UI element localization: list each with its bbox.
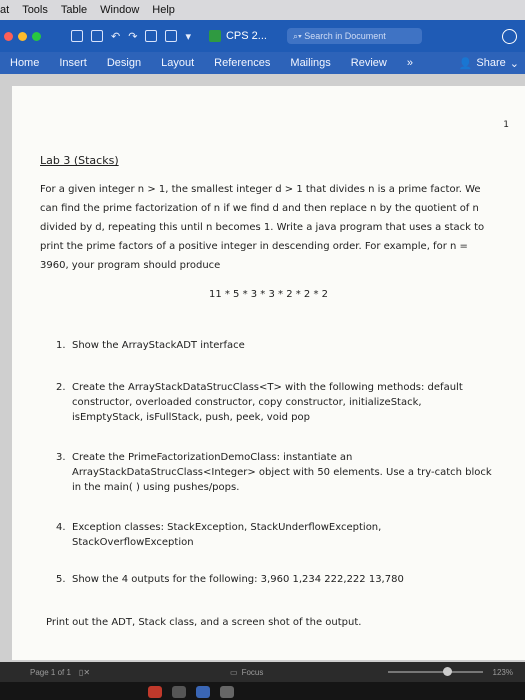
close-window-button[interactable] — [4, 32, 13, 41]
sidebar-icon[interactable] — [71, 30, 83, 42]
zoom-slider[interactable] — [388, 671, 483, 673]
task-text: Show the ArrayStackADT interface — [72, 340, 245, 351]
task-text: Create the ArrayStackDataStrucClass<T> with the following methods: default constructor, overloaded constructor, copy constructor, initializeStack, isEmptyStack, isFullStack, push, peek, void pop — [72, 382, 463, 423]
menu-table[interactable]: Table — [60, 4, 88, 16]
page-number: 1 — [503, 120, 509, 130]
minimize-window-button[interactable] — [18, 32, 27, 41]
lab-title: Lab 3 (Stacks) — [40, 154, 119, 167]
task-number: 2. — [56, 382, 66, 393]
document-title-text: CPS 2... — [225, 30, 267, 42]
edit-icon[interactable] — [165, 30, 177, 42]
focus-button[interactable] — [230, 668, 263, 677]
task-item-2 — [56, 380, 496, 425]
task-item-4 — [56, 520, 496, 550]
menu-bar — [0, 0, 525, 20]
quick-access-toolbar — [71, 30, 191, 43]
task-item-5 — [56, 572, 496, 587]
task-number: 5. — [56, 574, 66, 585]
tab-home[interactable]: Home — [10, 57, 40, 69]
add-person-icon: 👤 — [458, 57, 473, 70]
zoom-level: 123% — [492, 667, 513, 677]
zoom-window-button[interactable] — [32, 32, 41, 41]
tab-insert[interactable]: Insert — [59, 57, 87, 69]
final-instruction: Print out the ADT, Stack class, and a screen shot of the output. — [46, 617, 362, 628]
problem-paragraph: For a given integer n > 1, the smallest integer d > 1 that divides n is a prime factor. We can find the prime factorization of n if we find d and then replace n by the quotient of n divided by d, repeating this until n becomes 1. Write a java program that uses a stack to print the prime factors of a positive integer in descending order. For example, for n = 3960, your program should produce — [40, 184, 485, 271]
menu-item[interactable]: at — [0, 4, 10, 16]
share-label: Share — [476, 57, 506, 69]
task-item-1 — [56, 338, 496, 353]
dock — [0, 682, 525, 700]
document-page[interactable] — [12, 86, 525, 660]
customize-toolbar-icon[interactable]: ▾ — [185, 30, 191, 43]
share-button[interactable] — [459, 57, 519, 70]
task-number: 1. — [56, 340, 66, 351]
dock-app-icon[interactable] — [196, 686, 210, 698]
proofing-icon[interactable]: ▯✕ — [78, 667, 91, 677]
save-icon[interactable] — [91, 30, 103, 42]
dock-app-icon[interactable] — [220, 686, 234, 698]
window-controls — [4, 32, 41, 41]
example-output: 11 * 5 * 3 * 3 * 2 * 2 * 2 — [208, 289, 329, 300]
task-item-3 — [56, 450, 496, 495]
task-text: Create the PrimeFactorizationDemoClass: instantiate an ArrayStackDataStrucClass<Integer> object with 50 elements. Use a try-catch block in the main( ) using pushes/pops. — [72, 452, 492, 493]
ribbon-tabs — [0, 52, 525, 74]
page-count: Page 1 of 1 — [30, 667, 71, 677]
focus-icon: ▭ — [230, 667, 238, 677]
task-number: 4. — [56, 522, 66, 533]
zoom-slider-handle[interactable] — [443, 667, 452, 676]
more-tabs-button[interactable]: » — [406, 57, 413, 69]
tab-design[interactable]: Design — [106, 57, 142, 69]
task-text: Show the 4 outputs for the following: 3,960 1,234 222,222 13,780 — [72, 574, 404, 585]
tab-mailings[interactable]: Mailings — [290, 57, 331, 69]
redo-icon[interactable]: ↷ — [128, 30, 138, 43]
search-field[interactable] — [287, 28, 422, 44]
task-text: Exception classes: StackException, StackUnderflowException, StackOverflowException — [72, 522, 382, 548]
search-placeholder: Search in Document — [304, 31, 386, 41]
menu-window[interactable]: Window — [100, 4, 140, 16]
print-icon[interactable] — [145, 30, 157, 42]
menu-help[interactable]: Help — [152, 4, 175, 16]
dock-app-icon[interactable] — [172, 686, 186, 698]
feedback-smiley-icon[interactable] — [502, 29, 517, 44]
document-title — [209, 30, 267, 42]
document-icon — [209, 30, 221, 42]
chevron-down-icon: ⌄ — [509, 57, 519, 70]
dock-app-icon[interactable] — [148, 686, 162, 698]
undo-icon[interactable]: ↶ — [111, 30, 121, 43]
title-toolbar — [0, 20, 525, 52]
tab-review[interactable]: Review — [350, 57, 387, 69]
task-number: 3. — [56, 452, 66, 463]
search-icon: ⌕▾ — [292, 30, 305, 41]
menu-tools[interactable]: Tools — [22, 4, 48, 16]
focus-label: Focus — [241, 667, 264, 677]
status-bar — [0, 662, 525, 682]
tab-layout[interactable]: Layout — [161, 57, 195, 69]
tab-references[interactable]: References — [214, 57, 271, 69]
